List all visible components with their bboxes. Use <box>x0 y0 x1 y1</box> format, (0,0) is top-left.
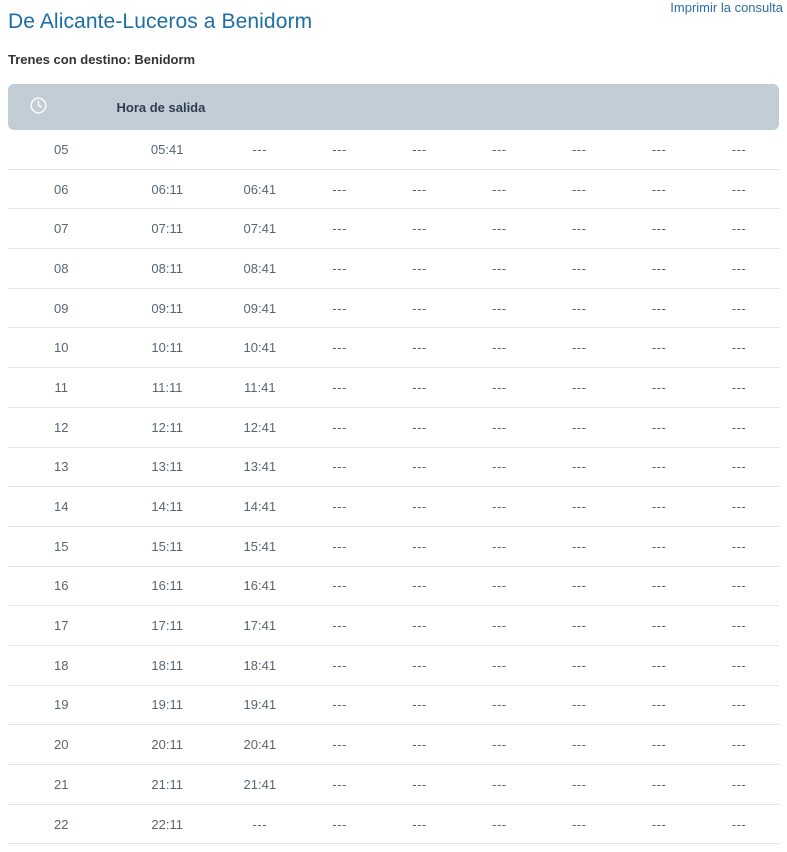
column-header-departure <box>114 84 219 130</box>
cell-empty: --- <box>380 209 460 249</box>
page-title: De Alicante-Luceros a Benidorm <box>8 10 313 33</box>
cell-departure-time: 17:11 <box>114 606 219 646</box>
cell-empty: --- <box>619 447 699 487</box>
cell-hour: 05 <box>8 130 114 169</box>
cell-empty: --- <box>459 765 539 805</box>
cell-empty: --- <box>619 606 699 646</box>
cell-empty: --- <box>459 288 539 328</box>
table-row <box>8 169 779 209</box>
table-row <box>8 407 779 447</box>
cell-empty: --- <box>459 526 539 566</box>
cell-empty: --- <box>459 685 539 725</box>
cell-empty: --- <box>699 249 779 289</box>
table-row <box>8 447 779 487</box>
cell-empty: --- <box>619 209 699 249</box>
cell-departure-time: 20:41 <box>220 725 300 765</box>
cell-empty: --- <box>539 526 619 566</box>
cell-departure-time: 16:11 <box>114 566 219 606</box>
cell-empty: --- <box>619 288 699 328</box>
cell-empty: --- <box>380 606 460 646</box>
cell-empty: --- <box>300 249 380 289</box>
cell-empty: --- <box>380 407 460 447</box>
table-row <box>8 526 779 566</box>
cell-empty: --- <box>539 606 619 646</box>
cell-departure-time: 19:41 <box>220 685 300 725</box>
cell-empty: --- <box>619 169 699 209</box>
cell-empty: --- <box>300 645 380 685</box>
table-row <box>8 725 779 765</box>
cell-empty: --- <box>459 447 539 487</box>
destination-subtitle: Trenes con destino: Benidorm <box>8 52 196 67</box>
column-header-hour <box>8 84 114 130</box>
table-row <box>8 249 779 289</box>
cell-empty: --- <box>539 566 619 606</box>
cell-empty: --- <box>300 328 380 368</box>
cell-hour: 06 <box>8 169 114 209</box>
cell-hour: 08 <box>8 249 114 289</box>
cell-empty: --- <box>300 447 380 487</box>
cell-departure-time: 18:41 <box>220 645 300 685</box>
column-header-8 <box>619 84 699 130</box>
cell-hour: 16 <box>8 566 114 606</box>
cell-empty: --- <box>380 804 460 844</box>
column-header-departure-label: Hora de salida <box>116 99 206 115</box>
cell-departure-time: 09:11 <box>114 288 219 328</box>
table-row <box>8 765 779 805</box>
cell-departure-time: 19:11 <box>114 685 219 725</box>
cell-empty: --- <box>459 606 539 646</box>
cell-empty: --- <box>380 328 460 368</box>
cell-empty: --- <box>300 209 380 249</box>
cell-empty: --- <box>459 566 539 606</box>
cell-empty: --- <box>619 765 699 805</box>
cell-departure-time: 21:11 <box>114 765 219 805</box>
cell-empty: --- <box>459 249 539 289</box>
cell-empty: --- <box>300 288 380 328</box>
cell-departure-time: 22:11 <box>114 804 219 844</box>
cell-empty: --- <box>459 804 539 844</box>
cell-hour: 12 <box>8 407 114 447</box>
cell-empty: --- <box>459 169 539 209</box>
cell-empty: --- <box>300 804 380 844</box>
cell-departure-time: 21:41 <box>220 765 300 805</box>
table-row <box>8 130 779 169</box>
cell-empty: --- <box>619 249 699 289</box>
cell-empty: --- <box>380 169 460 209</box>
cell-empty: --- <box>619 685 699 725</box>
cell-departure-time: 20:11 <box>114 725 219 765</box>
cell-empty: --- <box>539 804 619 844</box>
cell-empty: --- <box>619 725 699 765</box>
cell-departure-time: 11:11 <box>114 368 219 408</box>
cell-hour: 15 <box>8 526 114 566</box>
cell-empty: --- <box>699 487 779 527</box>
cell-empty: --- <box>619 804 699 844</box>
column-header-4 <box>300 84 380 130</box>
cell-empty: --- <box>300 169 380 209</box>
column-header-7 <box>539 84 619 130</box>
table-row <box>8 487 779 527</box>
cell-empty: --- <box>300 685 380 725</box>
cell-empty: --- <box>380 368 460 408</box>
cell-hour: 17 <box>8 606 114 646</box>
table-head <box>8 84 779 130</box>
cell-departure-time: 16:41 <box>220 566 300 606</box>
cell-departure-time: 13:41 <box>220 447 300 487</box>
cell-hour: 07 <box>8 209 114 249</box>
cell-empty: --- <box>699 725 779 765</box>
cell-departure-time: 10:11 <box>114 328 219 368</box>
cell-empty: --- <box>380 765 460 805</box>
departures-table <box>8 84 779 844</box>
cell-empty: --- <box>539 487 619 527</box>
cell-departure-time: 14:11 <box>114 487 219 527</box>
table-body <box>8 130 779 844</box>
cell-departure-time: 08:11 <box>114 249 219 289</box>
cell-empty: --- <box>699 804 779 844</box>
cell-empty: --- <box>380 566 460 606</box>
cell-empty: --- <box>619 130 699 169</box>
cell-departure-time: 12:11 <box>114 407 219 447</box>
clock-icon <box>30 97 47 117</box>
cell-empty: --- <box>459 487 539 527</box>
cell-empty: --- <box>380 249 460 289</box>
cell-departure-time: 15:11 <box>114 526 219 566</box>
cell-hour: 20 <box>8 725 114 765</box>
cell-empty: --- <box>300 368 380 408</box>
cell-empty: --- <box>539 765 619 805</box>
cell-empty: --- <box>459 130 539 169</box>
cell-empty: --- <box>539 328 619 368</box>
cell-empty: --- <box>699 447 779 487</box>
cell-hour: 11 <box>8 368 114 408</box>
cell-departure-time: 17:41 <box>220 606 300 646</box>
cell-empty: --- <box>539 288 619 328</box>
cell-empty: --- <box>459 328 539 368</box>
cell-empty: --- <box>380 685 460 725</box>
cell-empty: --- <box>539 685 619 725</box>
cell-empty: --- <box>459 725 539 765</box>
cell-empty: --- <box>300 765 380 805</box>
cell-empty: --- <box>459 407 539 447</box>
cell-empty: --- <box>539 407 619 447</box>
cell-empty: --- <box>619 526 699 566</box>
cell-empty: --- <box>699 368 779 408</box>
cell-departure-time: 13:11 <box>114 447 219 487</box>
cell-hour: 21 <box>8 765 114 805</box>
cell-empty: --- <box>380 645 460 685</box>
table-row <box>8 288 779 328</box>
cell-empty: --- <box>539 368 619 408</box>
cell-departure-time: 12:41 <box>220 407 300 447</box>
cell-empty: --- <box>380 487 460 527</box>
table-header-row <box>8 84 779 130</box>
cell-empty: --- <box>619 566 699 606</box>
table-row <box>8 645 779 685</box>
cell-empty: --- <box>539 725 619 765</box>
cell-empty: --- <box>220 804 300 844</box>
cell-empty: --- <box>699 685 779 725</box>
table-row <box>8 606 779 646</box>
cell-departure-time: 09:41 <box>220 288 300 328</box>
cell-departure-time: 08:41 <box>220 249 300 289</box>
cell-empty: --- <box>459 645 539 685</box>
cell-empty: --- <box>300 526 380 566</box>
column-header-9 <box>699 84 779 130</box>
cell-departure-time: 06:11 <box>114 169 219 209</box>
cell-empty: --- <box>539 130 619 169</box>
table-row <box>8 685 779 725</box>
cell-empty: --- <box>380 725 460 765</box>
cell-empty: --- <box>699 645 779 685</box>
column-header-6 <box>459 84 539 130</box>
cell-empty: --- <box>619 328 699 368</box>
cell-empty: --- <box>300 130 380 169</box>
cell-empty: --- <box>380 526 460 566</box>
cell-empty: --- <box>699 765 779 805</box>
cell-empty: --- <box>539 249 619 289</box>
cell-empty: --- <box>300 407 380 447</box>
cell-departure-time: 15:41 <box>220 526 300 566</box>
cell-empty: --- <box>300 606 380 646</box>
cell-hour: 09 <box>8 288 114 328</box>
print-query-link[interactable]: Imprimir la consulta <box>670 0 783 15</box>
cell-empty: --- <box>619 407 699 447</box>
cell-departure-time: 07:11 <box>114 209 219 249</box>
cell-empty: --- <box>539 169 619 209</box>
cell-hour: 10 <box>8 328 114 368</box>
cell-departure-time: 07:41 <box>220 209 300 249</box>
cell-hour: 14 <box>8 487 114 527</box>
cell-departure-time: 05:41 <box>114 130 219 169</box>
table-row <box>8 566 779 606</box>
cell-hour: 22 <box>8 804 114 844</box>
column-header-3 <box>220 84 300 130</box>
cell-empty: --- <box>539 209 619 249</box>
cell-hour: 19 <box>8 685 114 725</box>
cell-departure-time: 06:41 <box>220 169 300 209</box>
cell-empty: --- <box>459 368 539 408</box>
cell-departure-time: 11:41 <box>220 368 300 408</box>
table-row <box>8 328 779 368</box>
cell-empty: --- <box>699 209 779 249</box>
cell-empty: --- <box>699 288 779 328</box>
cell-hour: 13 <box>8 447 114 487</box>
cell-hour: 18 <box>8 645 114 685</box>
cell-departure-time: 10:41 <box>220 328 300 368</box>
cell-empty: --- <box>380 130 460 169</box>
cell-empty: --- <box>539 645 619 685</box>
cell-empty: --- <box>619 487 699 527</box>
timetable-container <box>8 84 779 844</box>
cell-empty: --- <box>619 368 699 408</box>
cell-empty: --- <box>539 447 619 487</box>
cell-empty: --- <box>699 130 779 169</box>
cell-empty: --- <box>699 606 779 646</box>
cell-empty: --- <box>699 407 779 447</box>
table-row <box>8 368 779 408</box>
cell-empty: --- <box>300 487 380 527</box>
table-row <box>8 209 779 249</box>
cell-empty: --- <box>380 288 460 328</box>
cell-departure-time: 14:41 <box>220 487 300 527</box>
cell-empty: --- <box>459 209 539 249</box>
cell-empty: --- <box>619 645 699 685</box>
column-header-5 <box>380 84 460 130</box>
cell-empty: --- <box>380 447 460 487</box>
cell-empty: --- <box>699 328 779 368</box>
cell-empty: --- <box>220 130 300 169</box>
cell-departure-time: 18:11 <box>114 645 219 685</box>
cell-empty: --- <box>699 169 779 209</box>
table-row <box>8 804 779 844</box>
cell-empty: --- <box>300 725 380 765</box>
cell-empty: --- <box>699 526 779 566</box>
cell-empty: --- <box>699 566 779 606</box>
cell-empty: --- <box>300 566 380 606</box>
